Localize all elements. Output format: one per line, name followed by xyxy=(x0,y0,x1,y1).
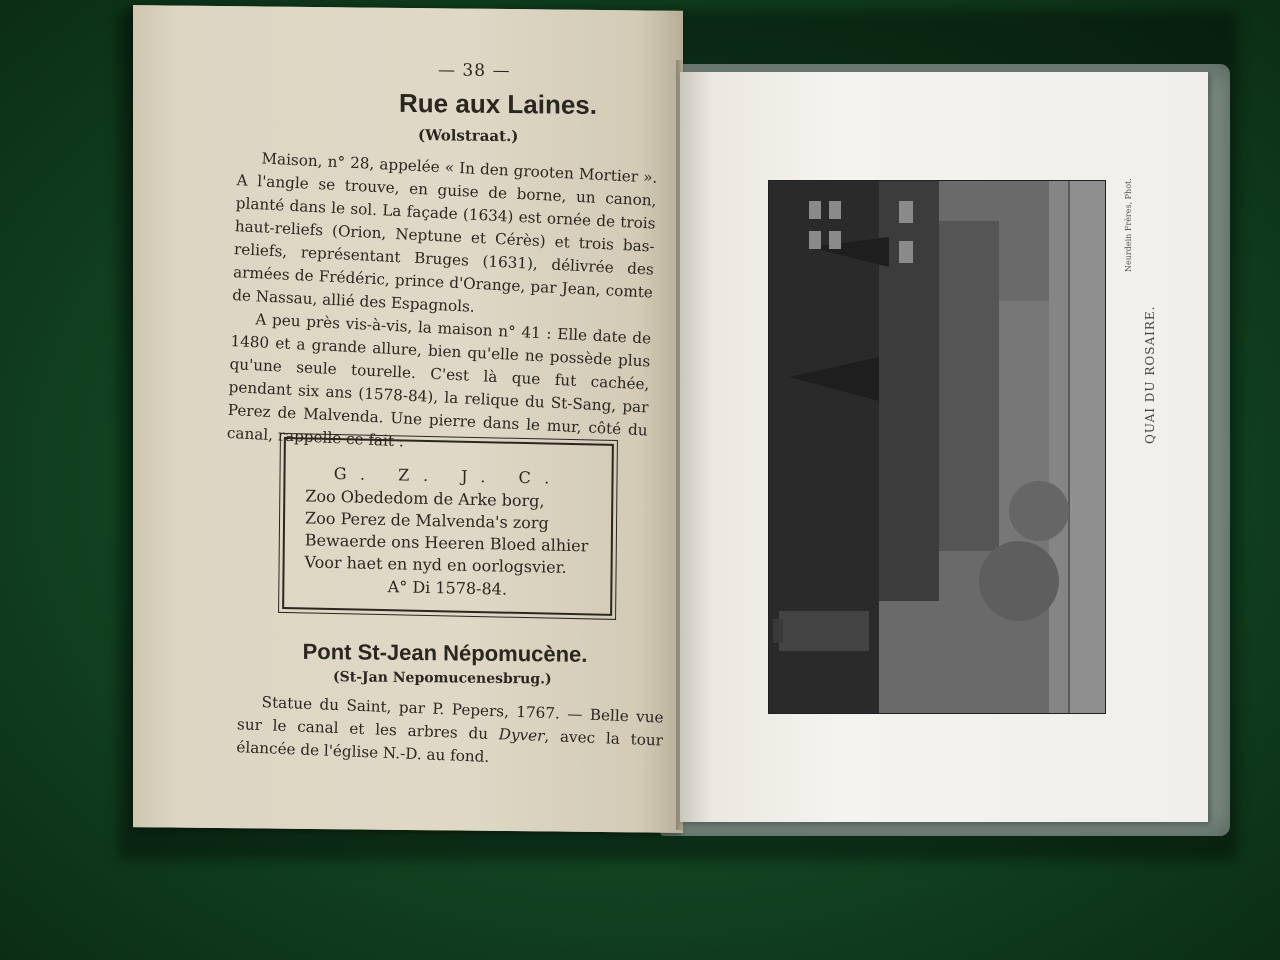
inscription-line: Voor haet en nyd en oorlogsvier. xyxy=(304,552,567,577)
section-body-pont-st-jean xyxy=(236,690,664,775)
photo-illustration xyxy=(769,181,1105,713)
inscription-line: Zoo Obededom de Arke borg, xyxy=(305,486,545,511)
italic-word: Dyver xyxy=(498,725,545,745)
text-run: , avec la tour élancée de l'église N.-D. au fond. xyxy=(236,727,664,766)
section-title-pont-st-jean: Pont St-Jean Népomucène. xyxy=(302,638,588,667)
inscription-header: G. Z. J. C. xyxy=(333,464,564,488)
inscription-box xyxy=(282,437,614,616)
text-run: Statue du Saint, par P. Pepers, 1767. — Belle vue sur le canal et les arbres du xyxy=(236,693,664,744)
section-subtitle-wolstraat: (Wolstraat.) xyxy=(418,126,519,146)
section-subtitle-nepomucenesbrug: (St-Jan Nepomucenesbrug.) xyxy=(333,669,552,688)
inscription-lines xyxy=(304,485,605,579)
photo-credit: Neurdein Frères, Phot. xyxy=(1124,178,1133,272)
section-body-rue-aux-laines xyxy=(227,146,658,465)
page-number: — 38 — xyxy=(438,60,511,82)
left-page xyxy=(133,5,683,833)
paragraph xyxy=(236,690,664,775)
section-title-rue-aux-laines: Rue aux Laines. xyxy=(399,87,597,120)
inscription-footer: A° Di 1578-84. xyxy=(387,577,508,599)
inscription-line: Zoo Perez de Malvenda's zorg xyxy=(304,508,549,533)
paragraph: Maison, n° 28, appelée « In den grooten Mortier ». A l'angle se trouve, en guise de borne, un canon, planté dans le sol. La façade (1634) est ornée de trois haut-reliefs (Orion, Neptune et Cérès) et trois bas-reliefs, représentant Bruges (1631), délivrée des armées de Frédéric, prince d'Orange, par Jean, comte de Nassau, allié des Espagnols. xyxy=(231,149,658,316)
inscription-line: Bewaerde ons Heeren Bloed alhier xyxy=(304,530,589,556)
paragraph: A peu près vis-à-vis, la maison n° 41 : Elle date de 1480 et a grande allure, bien qu'elle ne possède plus qu'une seule tourelle. C'est là que fut cachée, pendant six ans (1578-84), la relique du St-Sang, par Perez de Malvenda. Une pierre dans le mur, côté du canal, rappelle ce fait : xyxy=(226,310,652,451)
photograph-quai-du-rosaire xyxy=(768,180,1106,714)
photo-caption: QUAI DU ROSAIRE. xyxy=(1143,305,1157,444)
